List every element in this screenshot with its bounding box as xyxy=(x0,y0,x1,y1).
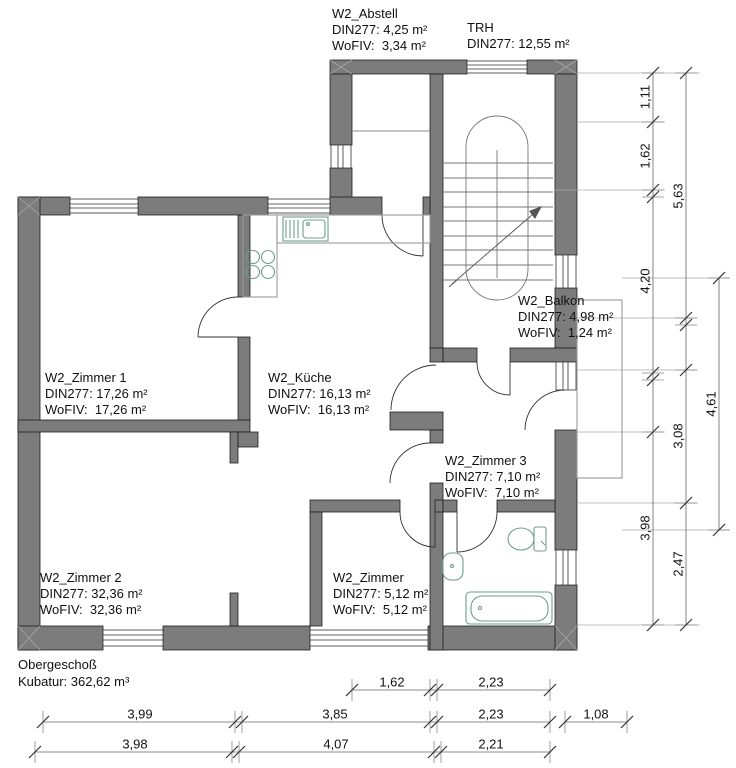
room-name: W2_Zimmer 2 xyxy=(40,570,122,585)
dim-label: 4,07 xyxy=(323,736,349,752)
walls xyxy=(18,60,577,650)
room-wofiv: WoFIV: 32,36 m² xyxy=(40,602,142,617)
window-balkon-side xyxy=(556,362,576,390)
window-zimmer2-bottom xyxy=(103,630,163,646)
room-label-zimmer2 xyxy=(40,570,143,618)
dim-label: 3,85 xyxy=(322,706,348,722)
room-name: W2_Balkon xyxy=(518,293,585,308)
window-kueche-top xyxy=(268,199,330,213)
window-trh-right xyxy=(556,255,576,288)
stove xyxy=(247,251,275,279)
floor-kubatur: Kubatur: 362,62 m³ xyxy=(18,674,130,689)
room-name: W2_Küche xyxy=(268,370,332,385)
dim-label: 3,08 xyxy=(670,423,686,449)
floor-summary xyxy=(18,656,129,690)
window-zimmer1-top-left xyxy=(70,199,138,213)
dim-label: 2,23 xyxy=(478,706,504,722)
room-name: TRH xyxy=(467,20,494,35)
window-zimmer-klein-bottom xyxy=(310,630,428,646)
bathtub xyxy=(466,592,552,624)
door-zimmer2-hall xyxy=(390,443,430,483)
room-label-abstell xyxy=(332,6,427,54)
dim-label: 2,47 xyxy=(670,551,686,577)
kitchen-sink xyxy=(283,217,328,241)
room-din277: DIN277: 17,26 m² xyxy=(45,386,148,401)
room-din277: DIN277: 5,12 m² xyxy=(333,586,429,601)
room-label-zimmer-klein xyxy=(333,570,428,618)
door-bad xyxy=(457,512,497,552)
dim-label: 1,62 xyxy=(379,674,405,690)
room-name: W2_Zimmer 3 xyxy=(445,453,527,468)
window-trh-top xyxy=(467,61,527,73)
dim-label: 4,20 xyxy=(637,268,653,294)
room-din277: DIN277: 4,98 m² xyxy=(518,309,614,324)
toilet xyxy=(508,527,546,551)
room-label-zimmer3 xyxy=(445,453,540,501)
dim-label: 3,98 xyxy=(122,736,148,752)
bath-sink xyxy=(443,553,463,580)
room-wofiv: WoFIV: 1,24 m² xyxy=(518,325,612,340)
dim-label: 1,08 xyxy=(583,706,609,722)
room-wofiv: WoFIV: 5,12 m² xyxy=(333,602,427,617)
corner-hatch xyxy=(18,60,577,650)
dim-label: 1,11 xyxy=(637,84,653,110)
door-abstell xyxy=(382,215,423,256)
door-entrance xyxy=(477,362,510,395)
room-din277: DIN277: 4,25 m² xyxy=(332,22,428,37)
room-label-balkon xyxy=(518,293,613,341)
door-balkon xyxy=(525,390,565,430)
door-zimmer1 xyxy=(198,297,238,337)
door-kueche-hall xyxy=(391,365,436,410)
room-label-zimmer1 xyxy=(45,370,148,418)
dim-label: 3,98 xyxy=(637,515,653,541)
room-label-trh xyxy=(467,20,570,52)
room-name: W2_Abstell xyxy=(332,6,398,21)
room-din277: DIN277: 7,10 m² xyxy=(445,469,541,484)
room-wofiv: WoFIV: 17,26 m² xyxy=(45,402,147,417)
kitchen-counter xyxy=(243,215,430,297)
windows xyxy=(70,61,576,646)
window-bad-right xyxy=(556,550,576,585)
room-din277: DIN277: 32,36 m² xyxy=(40,586,143,601)
staircase xyxy=(443,116,553,300)
room-name: W2_Zimmer xyxy=(333,570,404,585)
dim-label: 4,61 xyxy=(703,391,719,417)
dim-label: 5,63 xyxy=(670,183,686,209)
dim-label: 2,21 xyxy=(478,736,504,752)
room-label-kueche xyxy=(268,370,371,418)
room-wofiv: WoFIV: 7,10 m² xyxy=(445,485,539,500)
room-name: W2_Zimmer 1 xyxy=(45,370,127,385)
room-din277: DIN277: 12,55 m² xyxy=(467,36,570,51)
room-wofiv: WoFIV: 3,34 m² xyxy=(332,38,426,53)
dim-label: 1,62 xyxy=(637,143,653,169)
dim-label: 3,99 xyxy=(127,706,153,722)
window-abstell-left xyxy=(331,145,351,168)
room-wofiv: WoFIV: 16,13 m² xyxy=(268,402,370,417)
room-din277: DIN277: 16,13 m² xyxy=(268,386,371,401)
dim-label: 2,23 xyxy=(478,674,504,690)
floor-name: Obergeschoß xyxy=(18,657,97,672)
